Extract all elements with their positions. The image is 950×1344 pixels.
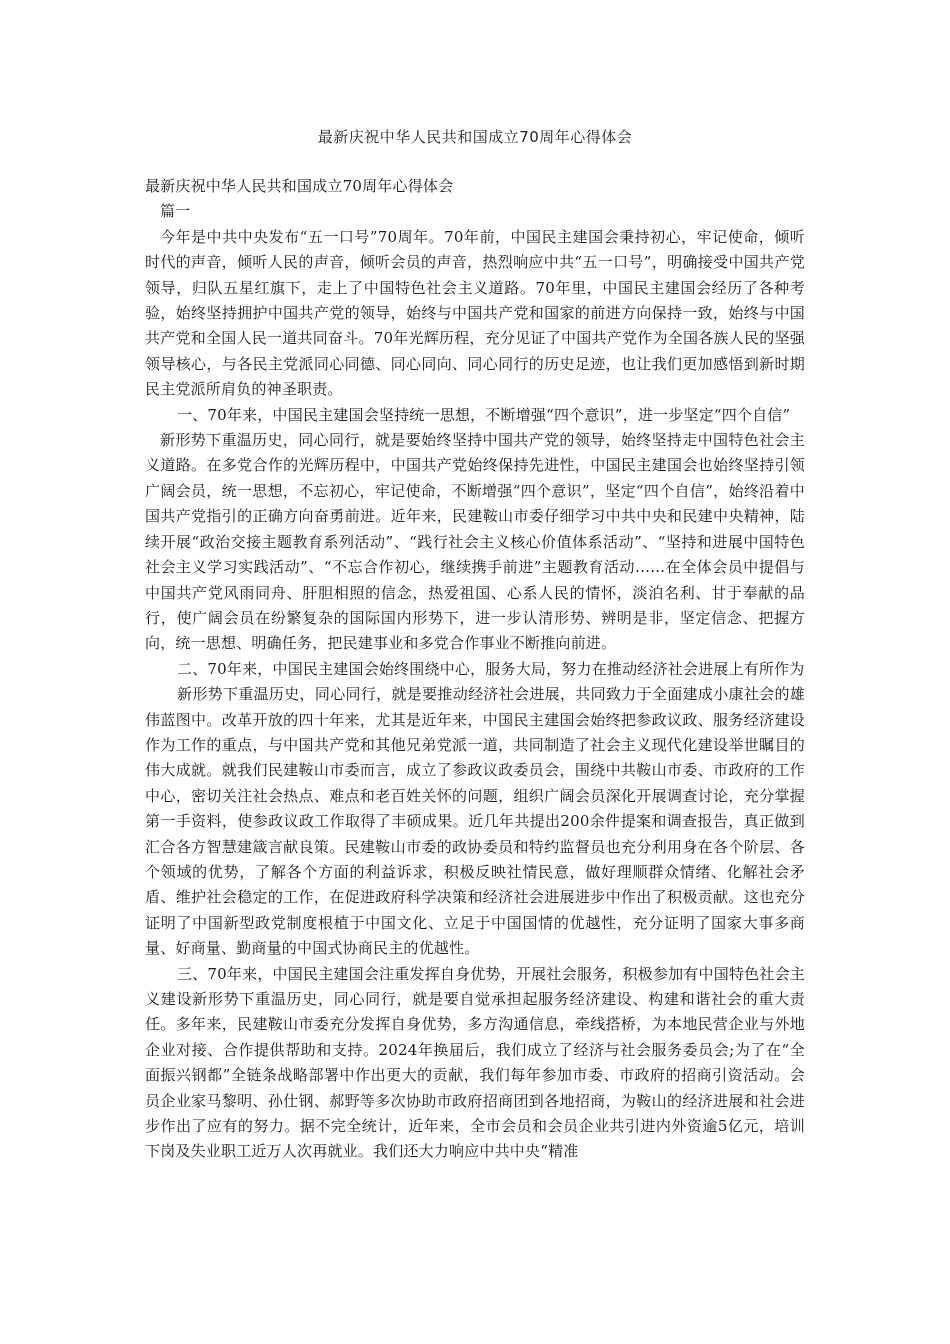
paragraph-section-3: 三、70年来，中国民主建国会注重发挥自身优势，开展社会服务，积极参加有中国特色社会主义建设新形势下重温历史，同心同行，就是要自觉承担起服务经济建设、构建和谐社会的重大责任。多年来，民建鞍山市委充分发挥自身优势，多方沟通信息，牵线搭桥，为本地民营企业与外地企业对接、合作提供帮助和支持。2024年换届后，我们成立了经济与社会服务委员会;为了在“全面振兴钢都”全链条战略部署中作出更大的贡献，我们每年参加市委、市政府的招商引资活动。会员企业家马黎明、孙仕钢、郝野等多次协助市政府招商团到各地招商，为鞍山的经济进展和社会进步作出了应有的努力。据不完全统计，近年来，全市会员和会员企业共引进内外资逾5亿元，培训下岗及失业职工近万人次再就业。我们还大力响应中共中央“精准 bbox=[145, 964, 805, 1161]
document-subtitle: 最新庆祝中华人民共和国成立70周年心得体会 bbox=[145, 177, 454, 195]
section-heading-2: 二、70年来，中国民主建国会始终围绕中心，服务大局，努力在推动经济社会进展上有所作为 bbox=[177, 659, 805, 678]
paragraph-section-1: 新形势下重温历史，同心同行，就是要始终坚持中国共产党的领导，始终坚持走中国特色社会主义道路。在多党合作的光辉历程中，中国共产党始终保持先进性，中国民主建国会也始终坚持引领广阔会员，统一思想，不忘初心，牢记使命，不断增强“四个意识”，坚定“四个自信”，始终沿着中国共产党指引的正确方向奋勇前进。近年来，民建鞍山市委仔细学习中共中央和民建中央精神，陆续开展“政治交接主题教育系列活动”、“践行社会主义核心价值体系活动”、“坚持和进展中国特色社会主义学习实践活动”、“不忘合作初心，继续携手前进”主题教育活动……在全体会员中提倡与中国共产党风雨同舟、肝胆相照的信念，热爱祖国、心系人民的情怀，淡泊名利、甘于奉献的品行，使广阔会员在纷繁复杂的国际国内形势下，进一步认清形势、辨明是非，坚定信念、把握方向，统一思想、明确任务，把民建事业和多党合作事业不断推向前进。 bbox=[145, 431, 805, 653]
document-body bbox=[145, 174, 805, 1165]
paragraph-section-2: 新形势下重温历史，同心同行，就是要推动经济社会进展，共同致力于全面建成小康社会的雄伟蓝图中。改革开放的四十年来，尤其是近年来，中国民主建国会始终把参政议政、服务经济建设作为工作的重点，与中国共产党和其他兄弟党派一道，共同制造了社会主义现代化建设举世瞩目的伟大成就。就我们民建鞍山市委而言，成立了参政议政委员会，围绕中共鞍山市委、市政府的工作中心，密切关注社会热点、难点和老百姓关怀的问题，组织广阔会员深化开展调查讨论，充分掌握第一手资料，使参政议政工作取得了丰硕成果。近几年共提出200余件提案和调查报告，真正做到汇合各方智慧建箴言献良策。民建鞍山市委的政协委员和特约监督员也充分利用身在各个阶层、各个领域的优势，了解各个方面的利益诉求，积极反映社情民意，做好理顺群众情绪、化解社会矛盾、维护社会稳定的工作，在促进政府科学决策和经济社会进展进步中作出了积极贡献。这也充分证明了中国新型政党制度根植于中国文化、立足于中国国情的优越性，充分证明了国家大事多商量、好商量、勤商量的中国式协商民主的优越性。 bbox=[145, 685, 805, 958]
document-title: 最新庆祝中华人民共和国成立70周年心得体会 bbox=[317, 128, 633, 146]
section-heading-1: 一、70年来，中国民主建国会坚持统一思想，不断增强“四个意识”，进一步坚定“四个自信” bbox=[177, 405, 791, 424]
part-label: 篇一 bbox=[160, 202, 191, 221]
paragraph-intro: 今年是中共中央发布“五一口号”70周年。70年前，中国民主建国会秉持初心，牢记使命，倾听时代的声音，倾听人民的声音，倾听会员的声音，热烈响应中共“五一口号”，明确接受中国共产党领导，归队五星红旗下，走上了中国特色社会主义道路。70年里，中国民主建国会经历了各种考验，始终坚持拥护中国共产党的领导，始终与中国共产党和国家的前进方向保持一致，始终与中国共产党和全国人民一道共同奋斗。70年光辉历程，充分见证了中国共产党作为全国各族人民的坚强领导核心，与各民主党派同心同德、同心同向、同心同行的历史足迹，也让我们更加感悟到新时期民主党派所肩负的神圣职责。 bbox=[145, 227, 805, 399]
